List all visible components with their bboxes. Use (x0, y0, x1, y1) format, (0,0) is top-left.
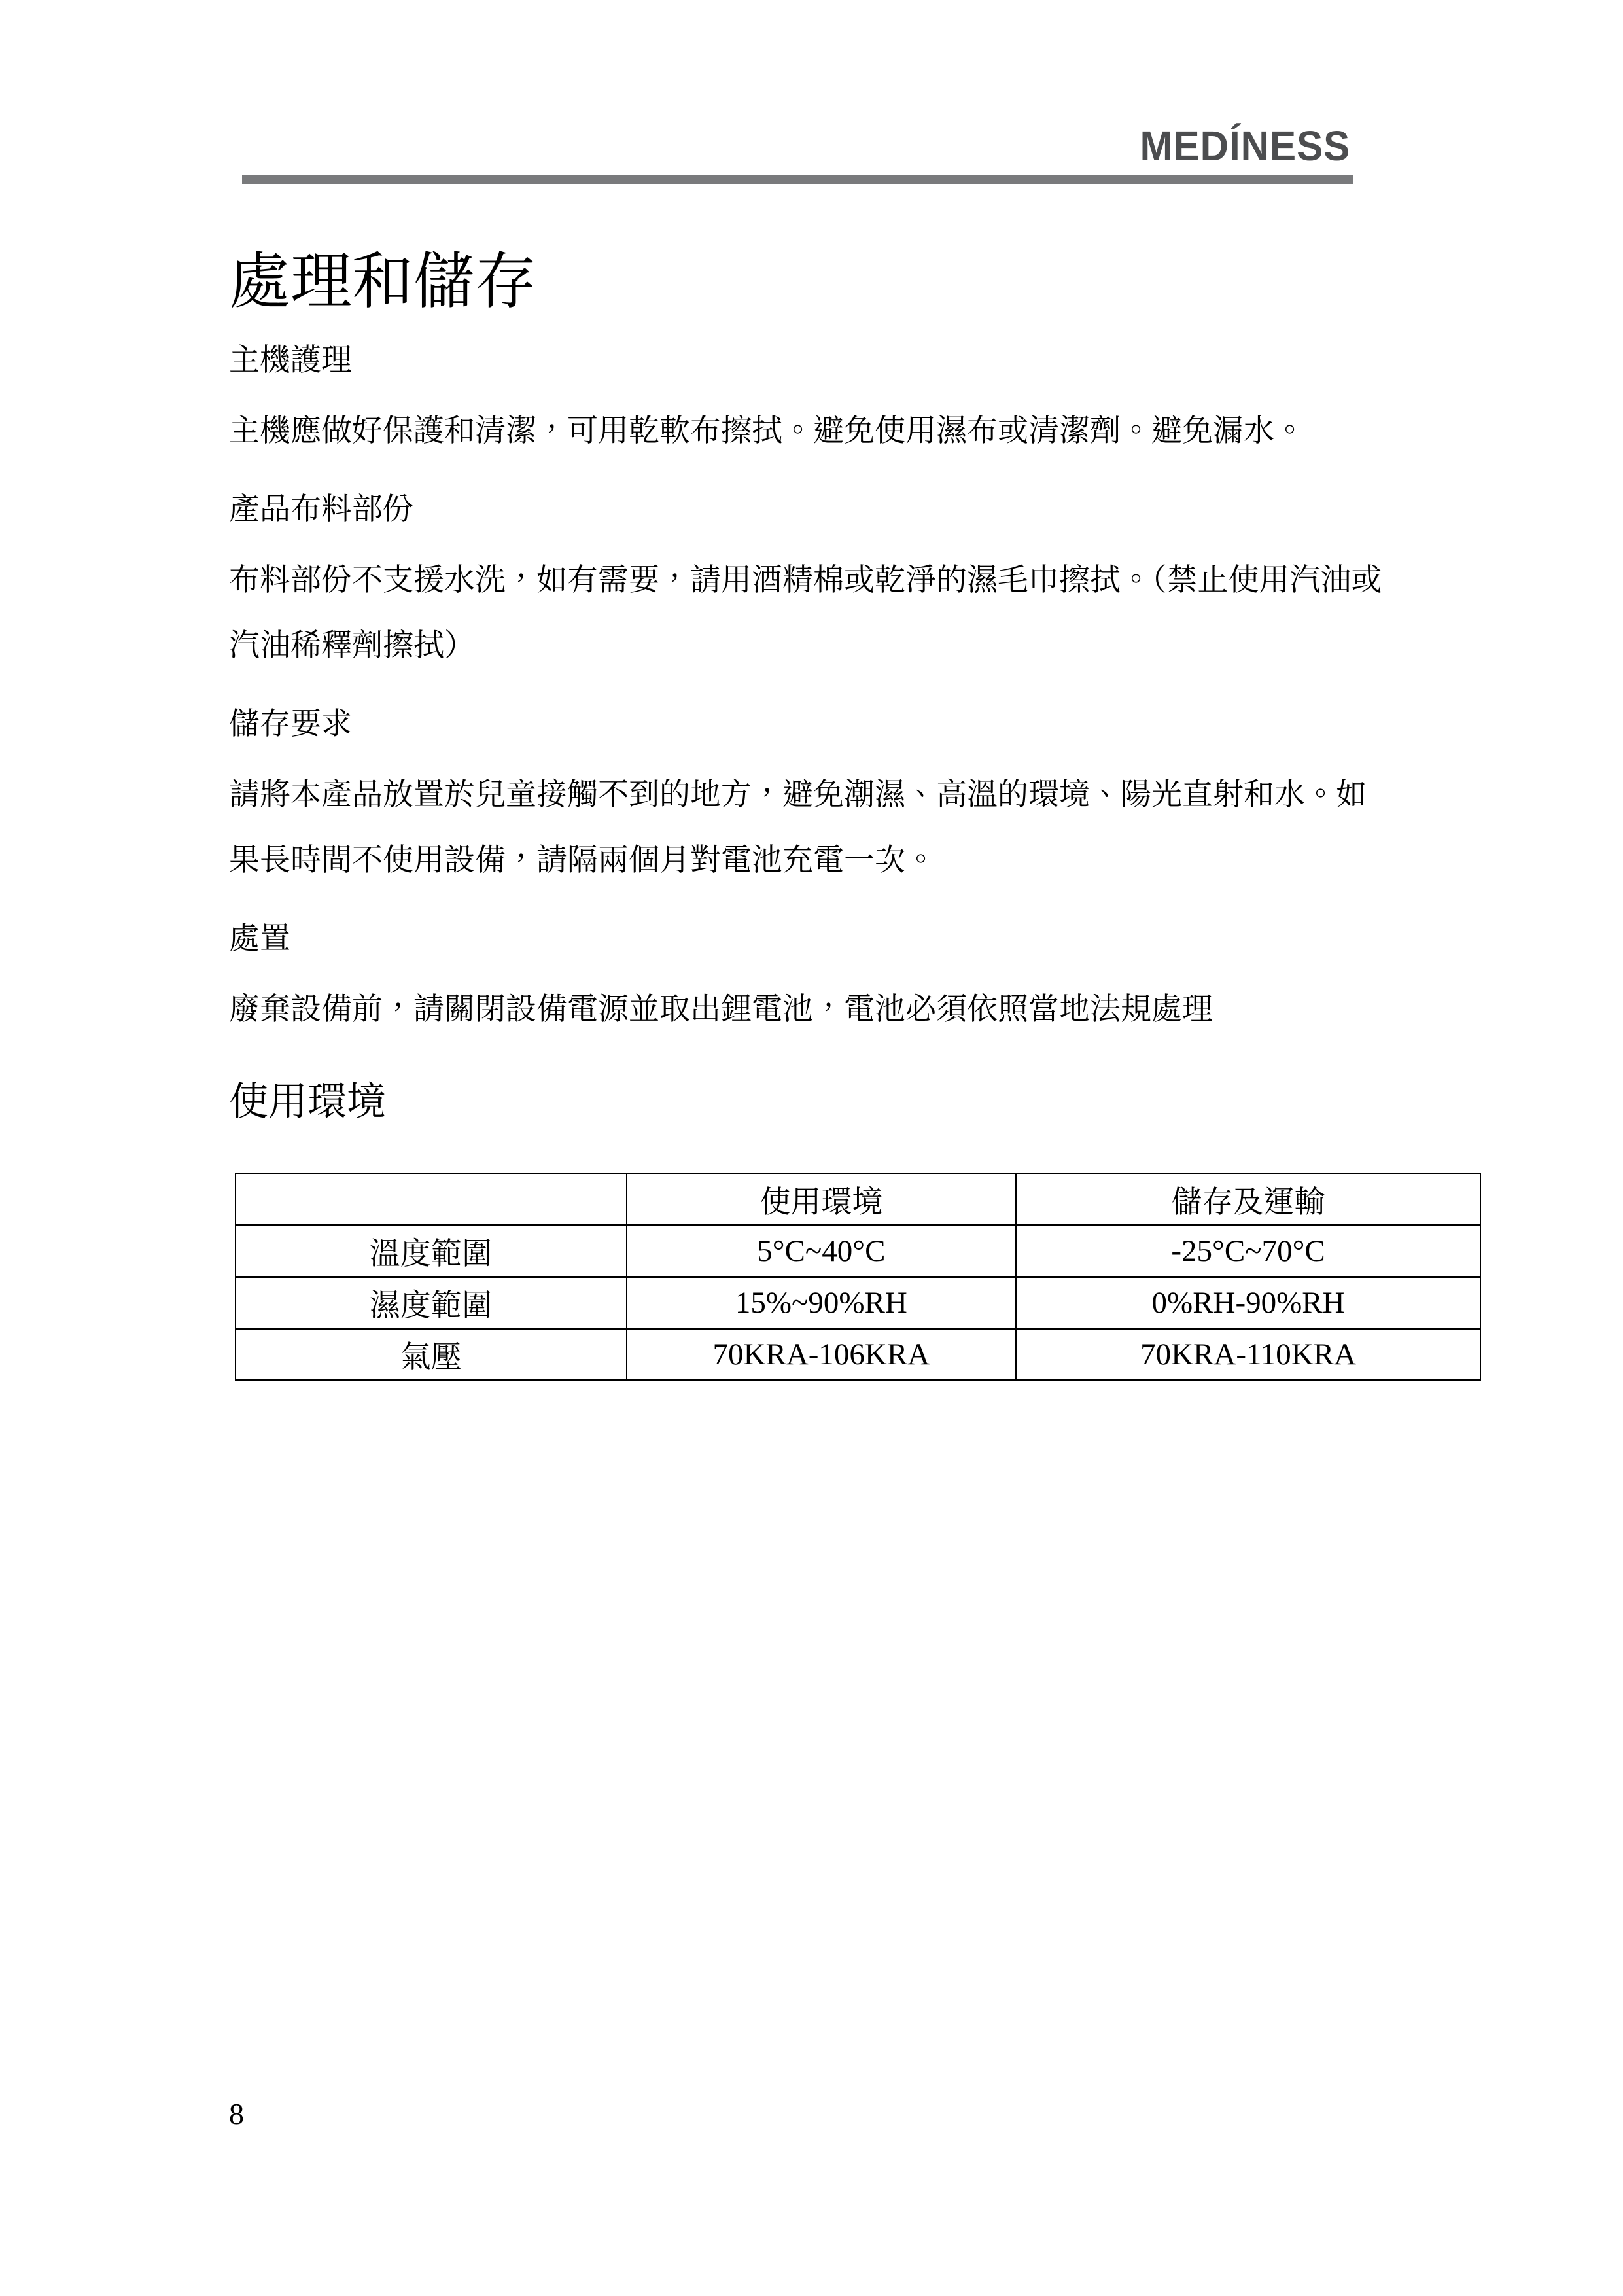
table-row (236, 1226, 1480, 1277)
cell-value: -25°C~70°C (1016, 1226, 1480, 1277)
section-heading: 產品布料部份 (229, 493, 413, 527)
section-heading: 儲存要求 (229, 707, 352, 741)
section-host-care (229, 341, 1623, 464)
table-row (236, 1277, 1480, 1329)
cell-value: 70KRA-106KRA (627, 1329, 1017, 1381)
row-label: 氣壓 (236, 1329, 627, 1381)
section-paragraph (229, 977, 1459, 1042)
brand-logo: MEDÍNESS (1140, 122, 1351, 169)
table-header-row (236, 1174, 1480, 1226)
table-row (236, 1329, 1480, 1381)
section-storage-requirements (229, 705, 1623, 893)
table-header-blank (236, 1174, 627, 1226)
paragraph-line: 布料部份不支援水洗，如有需要，請用酒精棉或乾淨的濕毛巾擦拭。（禁止使用汽油或 (229, 563, 1382, 597)
section-paragraph (229, 762, 1459, 893)
paragraph-line: 果長時間不使用設備，請隔兩個月對電池充電一次。 (229, 843, 936, 877)
section-disposal (229, 919, 1623, 1042)
table-header-operating: 使用環境 (627, 1174, 1017, 1226)
cell-value: 5°C~40°C (627, 1226, 1017, 1277)
cell-value: 0%RH-90%RH (1016, 1277, 1480, 1329)
section-paragraph (229, 548, 1459, 679)
paragraph-line: 廢棄設備前，請關閉設備電源並取出鋰電池，電池必須依照當地法規處理 (229, 993, 1213, 1027)
page-number: 8 (229, 2097, 244, 2130)
table-header-storage-transport: 儲存及運輸 (1016, 1174, 1480, 1226)
cell-value: 70KRA-110KRA (1016, 1329, 1480, 1381)
section-heading: 主機護理 (229, 344, 352, 378)
paragraph-line: 請將本產品放置於兒童接觸不到的地方，避免潮濕、高溫的環境、陽光直射和水。如 (229, 778, 1367, 812)
section-paragraph (229, 398, 1459, 464)
paragraph-line: 汽油稀釋劑擦拭） (229, 629, 475, 663)
row-label: 溫度範圍 (236, 1226, 627, 1277)
section-heading: 處置 (229, 922, 290, 956)
environment-table (235, 1173, 1481, 1381)
subsection-title: 使用環境 (229, 1080, 386, 1123)
row-label: 濕度範圍 (236, 1277, 627, 1329)
cell-value: 15%~90%RH (627, 1277, 1017, 1329)
section-fabric-parts (229, 490, 1623, 679)
header-rule (242, 175, 1353, 184)
page-header (242, 123, 1353, 184)
paragraph-line: 主機應做好保護和清潔，可用乾軟布擦拭。避免使用濕布或清潔劑。避免漏水。 (229, 414, 1305, 448)
page-title: 處理和儲存 (229, 248, 537, 316)
